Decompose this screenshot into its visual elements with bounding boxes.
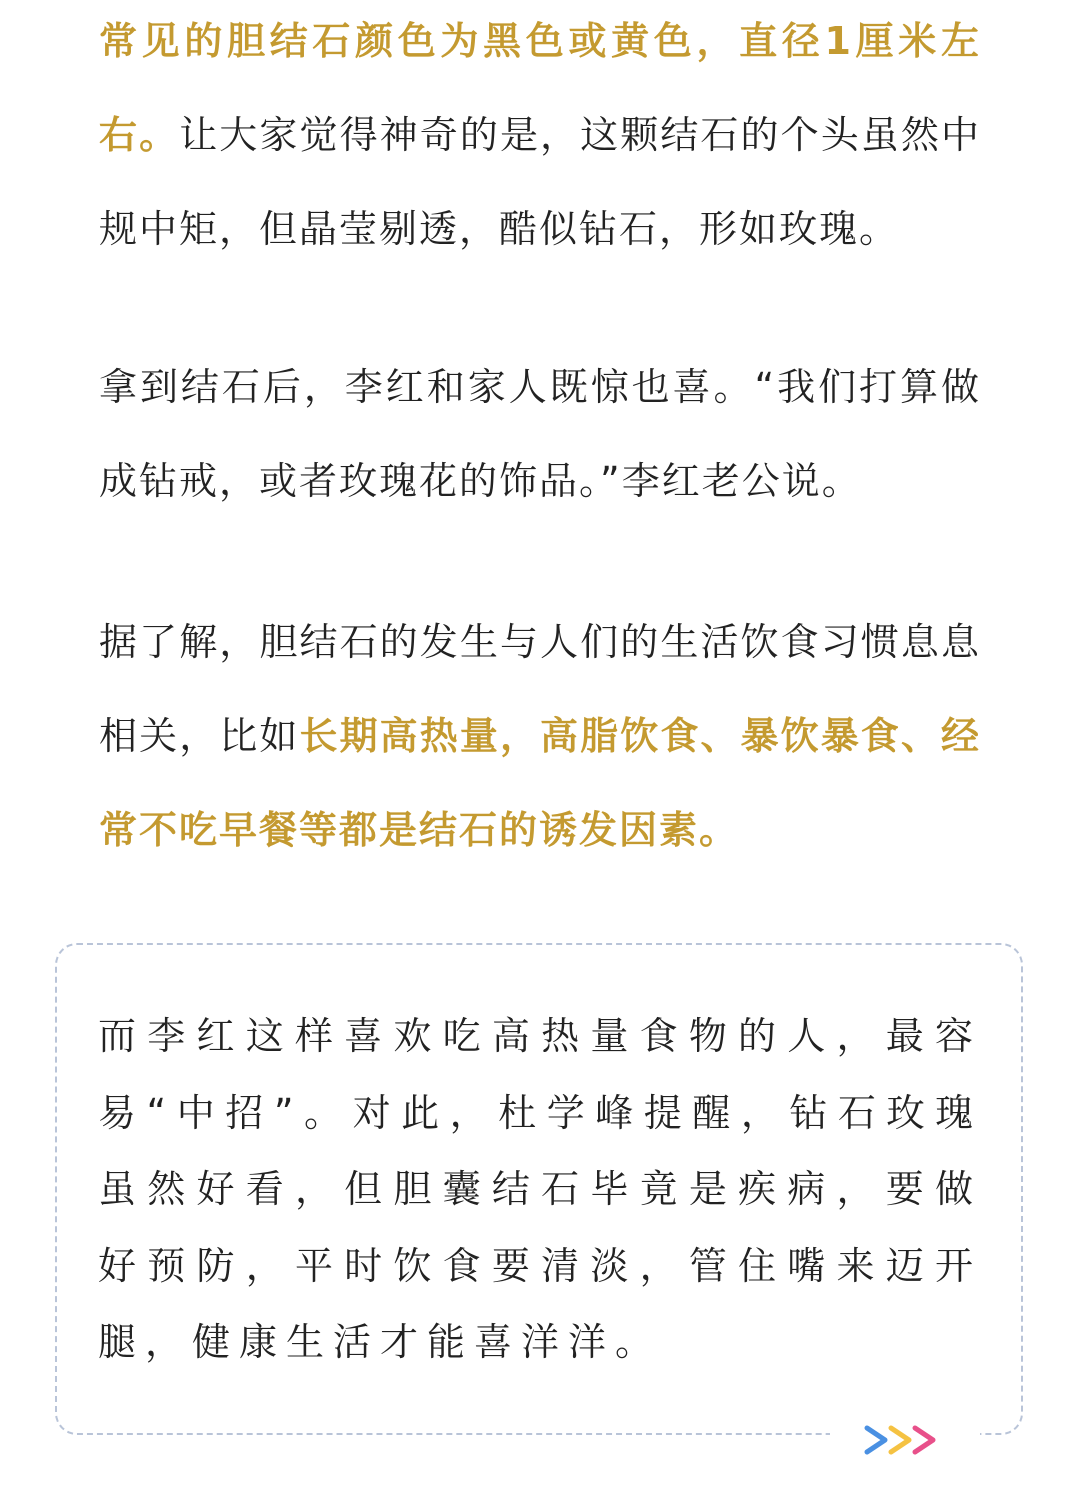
highlight-text: 长期高热量，高脂饮食、暴饮暴食、经常不吃早餐等都是结石的诱发因素。 <box>99 714 981 852</box>
highlight-text: 常见的胆结石颜色为黑色或黄色，直径1厘米左右。 <box>99 19 981 157</box>
note-box <box>55 943 1023 1435</box>
more-indicator[interactable] <box>830 1405 980 1475</box>
paragraph-1 <box>99 0 981 276</box>
paragraph-text: 据了解，胆结石的发生与人们的生活饮食习惯息息相关，比如 <box>99 620 981 758</box>
paragraph-2 <box>99 340 981 528</box>
triple-chevron-right-icon <box>863 1422 947 1458</box>
note-text: 而李红这样喜欢吃高热量食物的人，最容易“中招”。对此，杜学峰提醒，钻石玫瑰虽然好看，但胆囊结石毕竟是疾病，要做好预防，平时饮食要清淡，管住嘴来迈开腿，健康生活才能喜洋洋。 <box>98 1014 982 1364</box>
paragraph-text: 让大家觉得神奇的是，这颗结石的个头虽然中规中矩，但晶莹剔透，酷似钻石，形如玫瑰。 <box>99 113 981 251</box>
paragraph-text: 拿到结石后，李红和家人既惊也喜。“我们打算做成钻戒，或者玫瑰花的饰品。”李红老公说。 <box>99 365 981 503</box>
paragraph-3 <box>99 595 981 877</box>
